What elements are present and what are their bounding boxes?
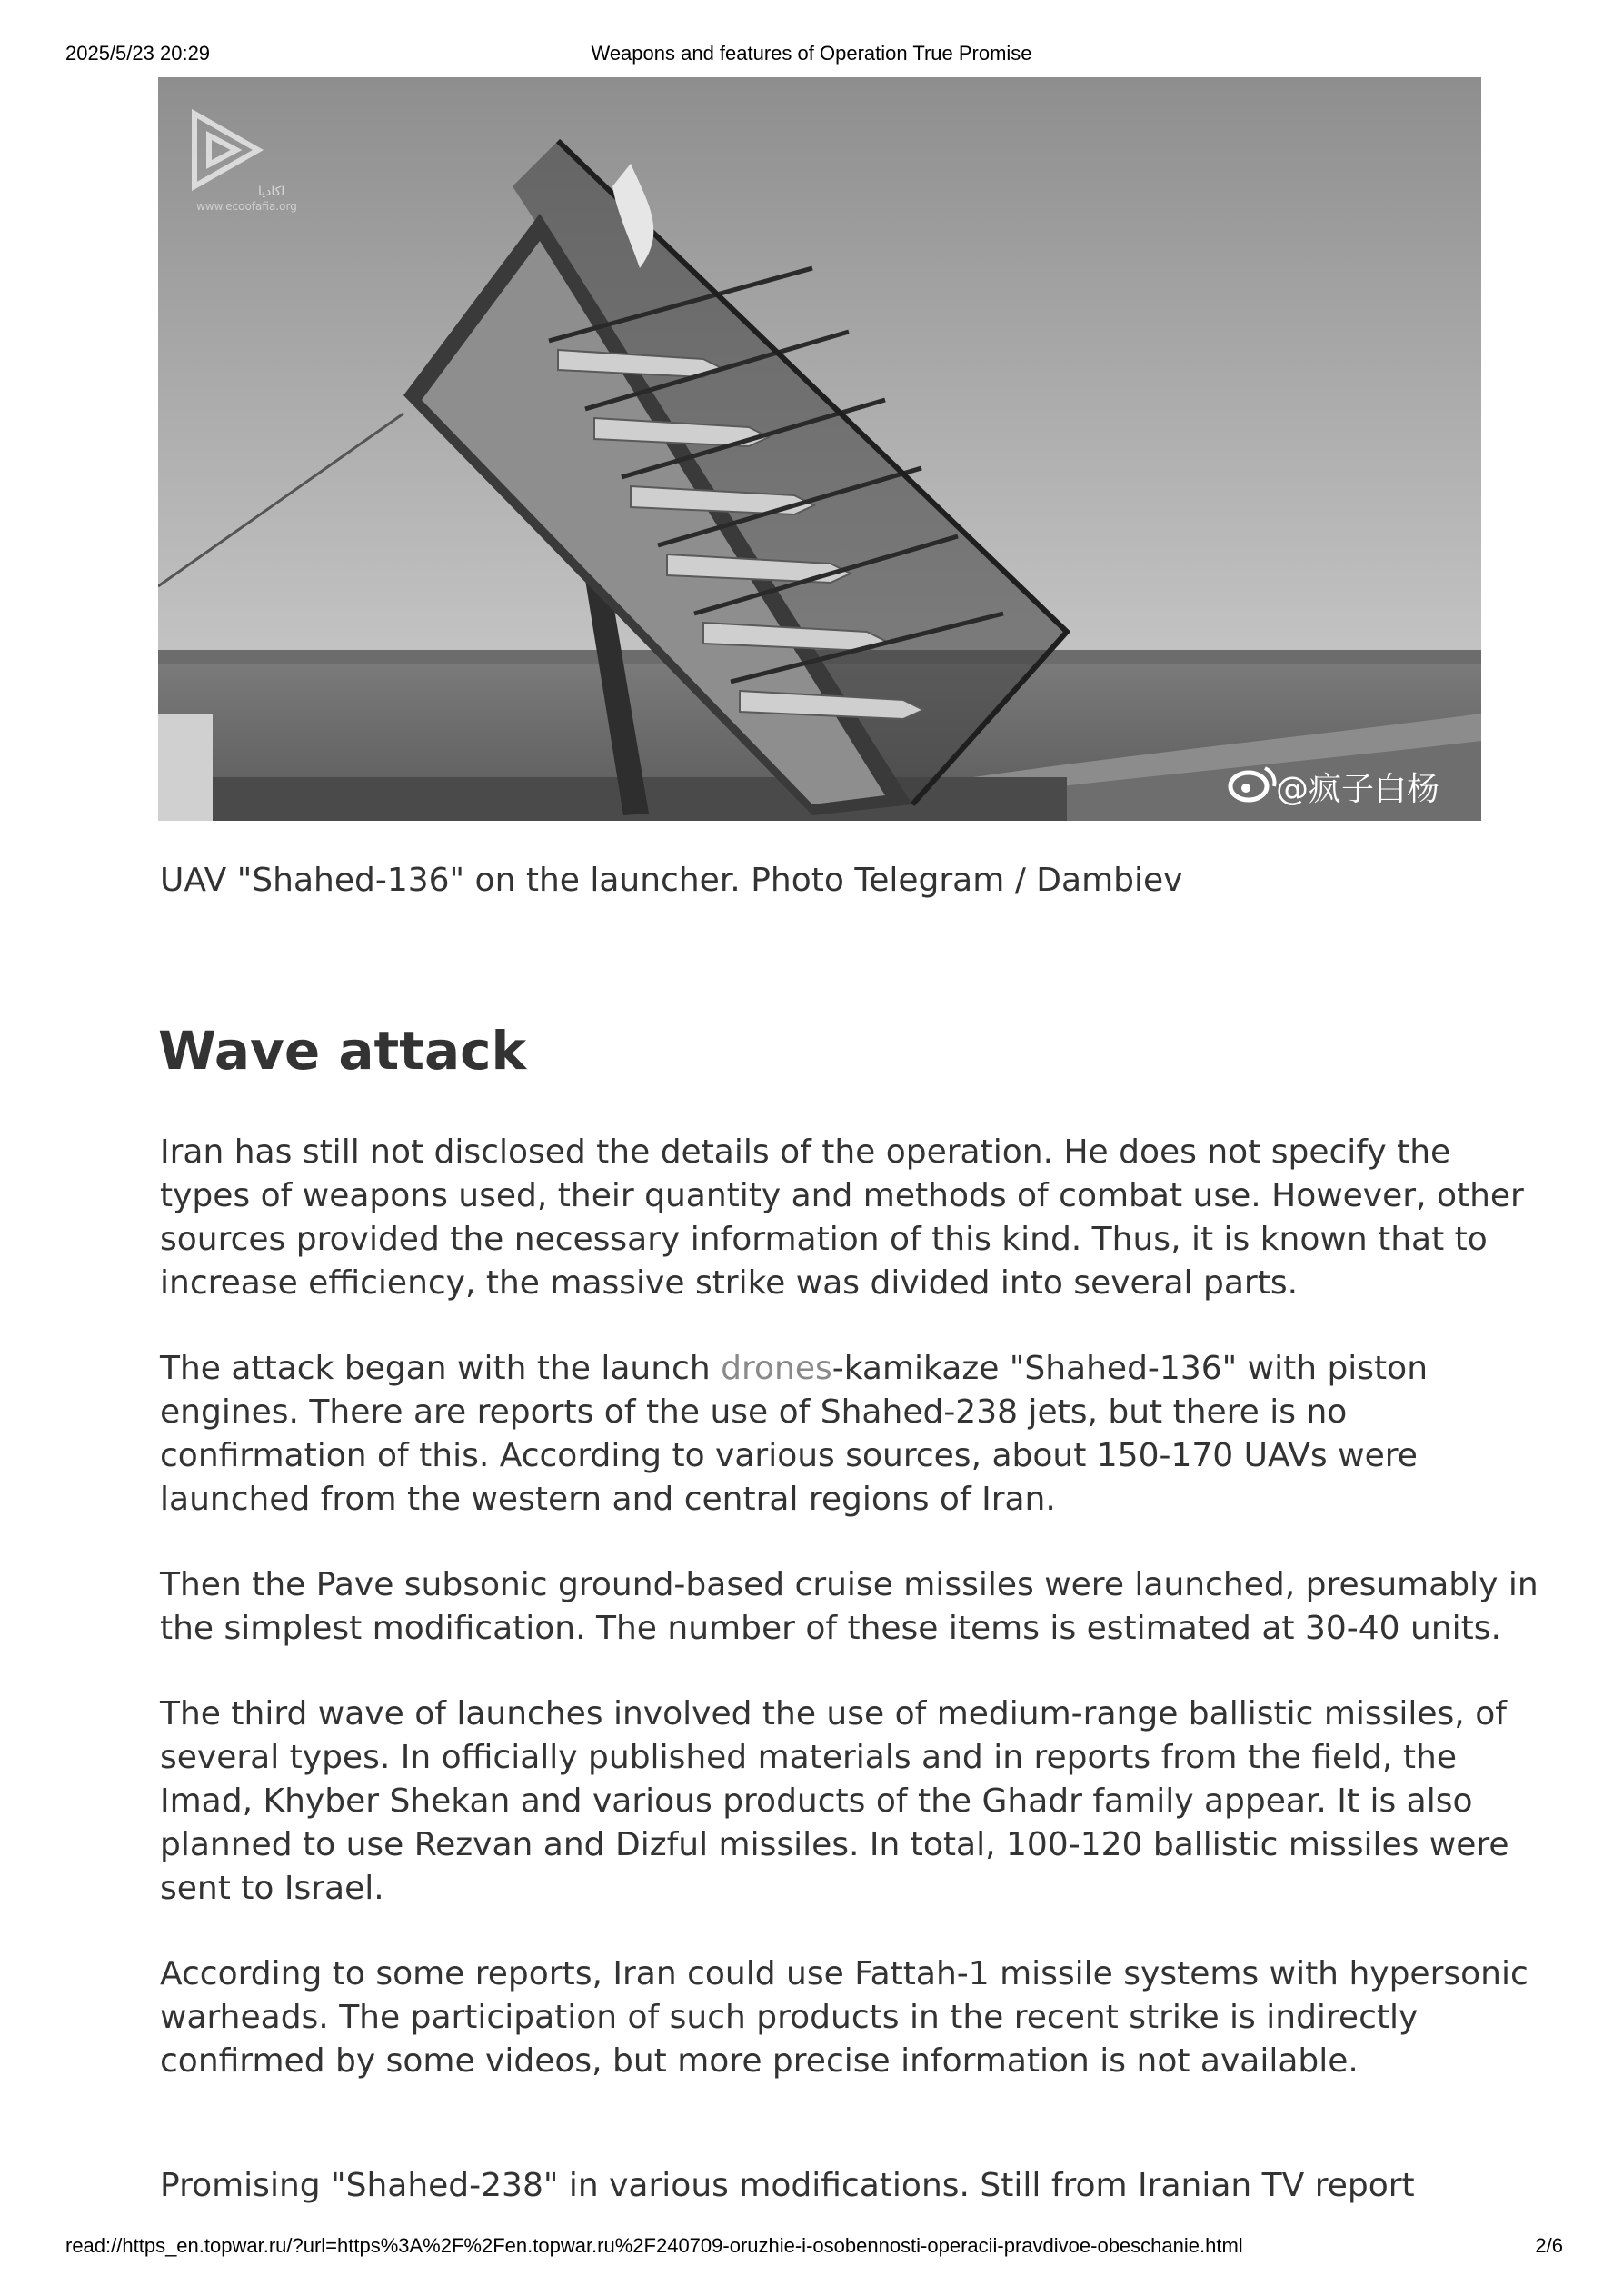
paragraph-line: According to some reports, Iran could use Fattah-1 missile systems with hypersonic (160, 1955, 1528, 1992)
paragraph-line: confirmation of this. According to various sources, about 150-170 UAVs were (160, 1437, 1418, 1474)
paragraph-line: sent to Israel. (160, 1870, 384, 1907)
next-photo-caption: Promising "Shahed-238" in various modifications. Still from Iranian TV report (160, 2167, 1415, 2204)
paragraph-line: types of weapons used, their quantity and methods of combat use. However, other (160, 1177, 1524, 1214)
photo-caption: UAV "Shahed-136" on the launcher. Photo Telegram / Dambiev (160, 862, 1183, 899)
paragraph-1 (160, 1131, 1524, 1305)
paragraph-line: Imad, Khyber Shekan and various products of the Ghadr family appear. It is also (160, 1782, 1473, 1820)
page-header-datetime: 2025/5/23 20:29 (65, 42, 211, 65)
photo-watermark-text: @疯子白杨 (1276, 771, 1440, 808)
page-footer-number: 2/6 (1535, 2234, 1563, 2257)
article-photo (158, 77, 1481, 821)
paragraph-line: several types. In officially published materials and in reports from the field, the (160, 1739, 1458, 1776)
paragraph-line: Iran has still not disclosed the details of the operation. He does not specify the (160, 1133, 1451, 1171)
paragraph-line: planned to use Rezvan and Dizful missiles. In total, 100-120 ballistic missiles were (160, 1826, 1509, 1863)
svg-text:اکادیا: اکادیا (258, 185, 285, 199)
paragraph-5 (160, 1952, 1528, 2083)
paragraph-line: increase efficiency, the massive strike was divided into several parts. (160, 1264, 1299, 1302)
paragraph-line: The third wave of launches involved the use of medium-range ballistic missiles, of (160, 1695, 1507, 1732)
paragraph-line: confirmed by some videos, but more precise information is not available. (160, 2042, 1359, 2080)
paragraph-line: sources provided the necessary information of this kind. Thus, it is known that to (160, 1221, 1488, 1258)
paragraph-line: engines. There are reports of the use of Shahed-238 jets, but there is no (160, 1393, 1348, 1431)
section-heading: Wave attack (158, 1020, 527, 1082)
page-footer-url: read://https_en.topwar.ru/?url=https%3A%2F%2Fen.topwar.ru%2F240709-oruzhie-i-osobennosti-operacii-pravdivoe-obeschanie.html (65, 2234, 1243, 2257)
svg-text:www.ecoofafia.org: www.ecoofafia.org (196, 200, 297, 213)
drones-link[interactable]: drones (721, 1350, 832, 1387)
paragraph-line (160, 1347, 1496, 1391)
paragraph-4 (160, 1692, 1509, 1911)
paragraph-3 (160, 1563, 1538, 1651)
paragraph-line: warheads. The participation of such products in the recent strike is indirectly (160, 1999, 1419, 2036)
page-header-title: Weapons and features of Operation True Promise (591, 42, 1032, 65)
paragraph-2 (160, 1347, 1496, 1522)
paragraph-line: Then the Pave subsonic ground-based cruise missiles were launched, presumably in (160, 1566, 1538, 1603)
paragraph-line: the simplest modification. The number of these items is estimated at 30-40 units. (160, 1610, 1501, 1647)
text-segment: -kamikaze "Shahed-136" with piston (831, 1350, 1429, 1387)
text-segment: The attack began with the launch (160, 1350, 722, 1387)
paragraph-line: launched from the western and central regions of Iran. (160, 1481, 1056, 1518)
